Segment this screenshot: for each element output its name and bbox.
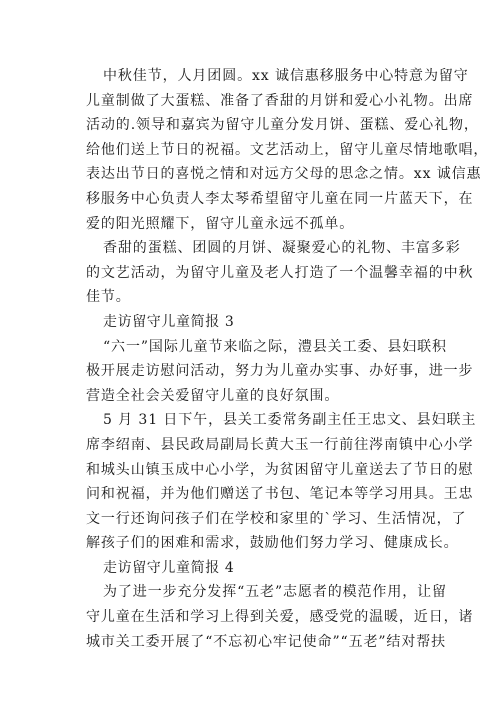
paragraph-line: 文一行还询问孩子们在学校和家里的`学习、生活情况，了 <box>86 510 467 527</box>
paragraph-line: 香甜的蛋糕、团圆的月饼、凝聚爱心的礼物、丰富多彩 <box>103 240 461 257</box>
paragraph-line: 为了进一步充分发挥“五老”志愿者的模范作用，让留 <box>103 584 447 601</box>
paragraph-line: 移服务中心负责人李太琴希望留守儿童在同一片蓝天下，在 <box>86 190 474 207</box>
paragraph-line: 和城头山镇玉成中心小学，为贫困留守儿童送去了节日的慰 <box>86 461 474 478</box>
paragraph-line: 守儿童在生活和学习上得到关爱，感受党的温暖，近日，诸 <box>86 609 474 626</box>
paragraph-line: 中秋佳节，人月团圆。xx 诚信惠移服务中心特意为留守 <box>103 68 469 84</box>
paragraph-line: 爱的阳光照耀下，留守儿童永远不孤单。 <box>86 215 355 232</box>
paragraph-line: 儿童制做了大蛋糕、准备了香甜的月饼和爱心小礼物。出席 <box>86 92 474 109</box>
paragraph-line: 5 月 31 日下午，县关工委常务副主任王忠文、县妇联主 <box>103 412 477 429</box>
paragraph-line: 佳节。 <box>86 289 131 306</box>
paragraph-line: 解孩子们的困难和需求，鼓励他们努力学习、健康成长。 <box>86 535 459 552</box>
paragraph-line: 极开展走访慰问活动，努力为儿童办实事、办好事，进一步 <box>86 363 474 380</box>
paragraph-line: 的文艺活动，为留守儿童及老人打造了一个温馨幸福的中秋 <box>86 264 474 281</box>
paragraph-line: 给他们送上节日的祝福。文艺活动上，留守儿童尽情地歌唱， <box>86 141 489 158</box>
paragraph-line: 席李绍南、县民政局副局长黄大玉一行前往涔南镇中心小学 <box>86 436 474 453</box>
section-heading: 走访留守儿童简报 4 <box>103 559 235 576</box>
paragraph-line: 城市关工委开展了“不忘初心牢记使命”“五老”结对帮扶 <box>86 633 447 650</box>
paragraph-line: 表达出节日的喜悦之情和对远方父母的思念之情。xx 诚信惠 <box>86 166 482 183</box>
section-heading: 走访留守儿童简报 3 <box>103 313 235 330</box>
paragraph-line: 营造全社会关爱留守儿童的良好氛围。 <box>86 387 340 404</box>
paragraph-line: 问和祝福，并为他们赠送了书包、笔记本等学习用具。王忠 <box>86 486 474 503</box>
paragraph-line: “六一”国际儿童节来临之际，澧县关工委、县妇联积 <box>103 338 447 355</box>
paragraph-line: 活动的.领导和嘉宾为留守儿童分发月饼、蛋糕、爱心礼物， <box>86 117 479 134</box>
